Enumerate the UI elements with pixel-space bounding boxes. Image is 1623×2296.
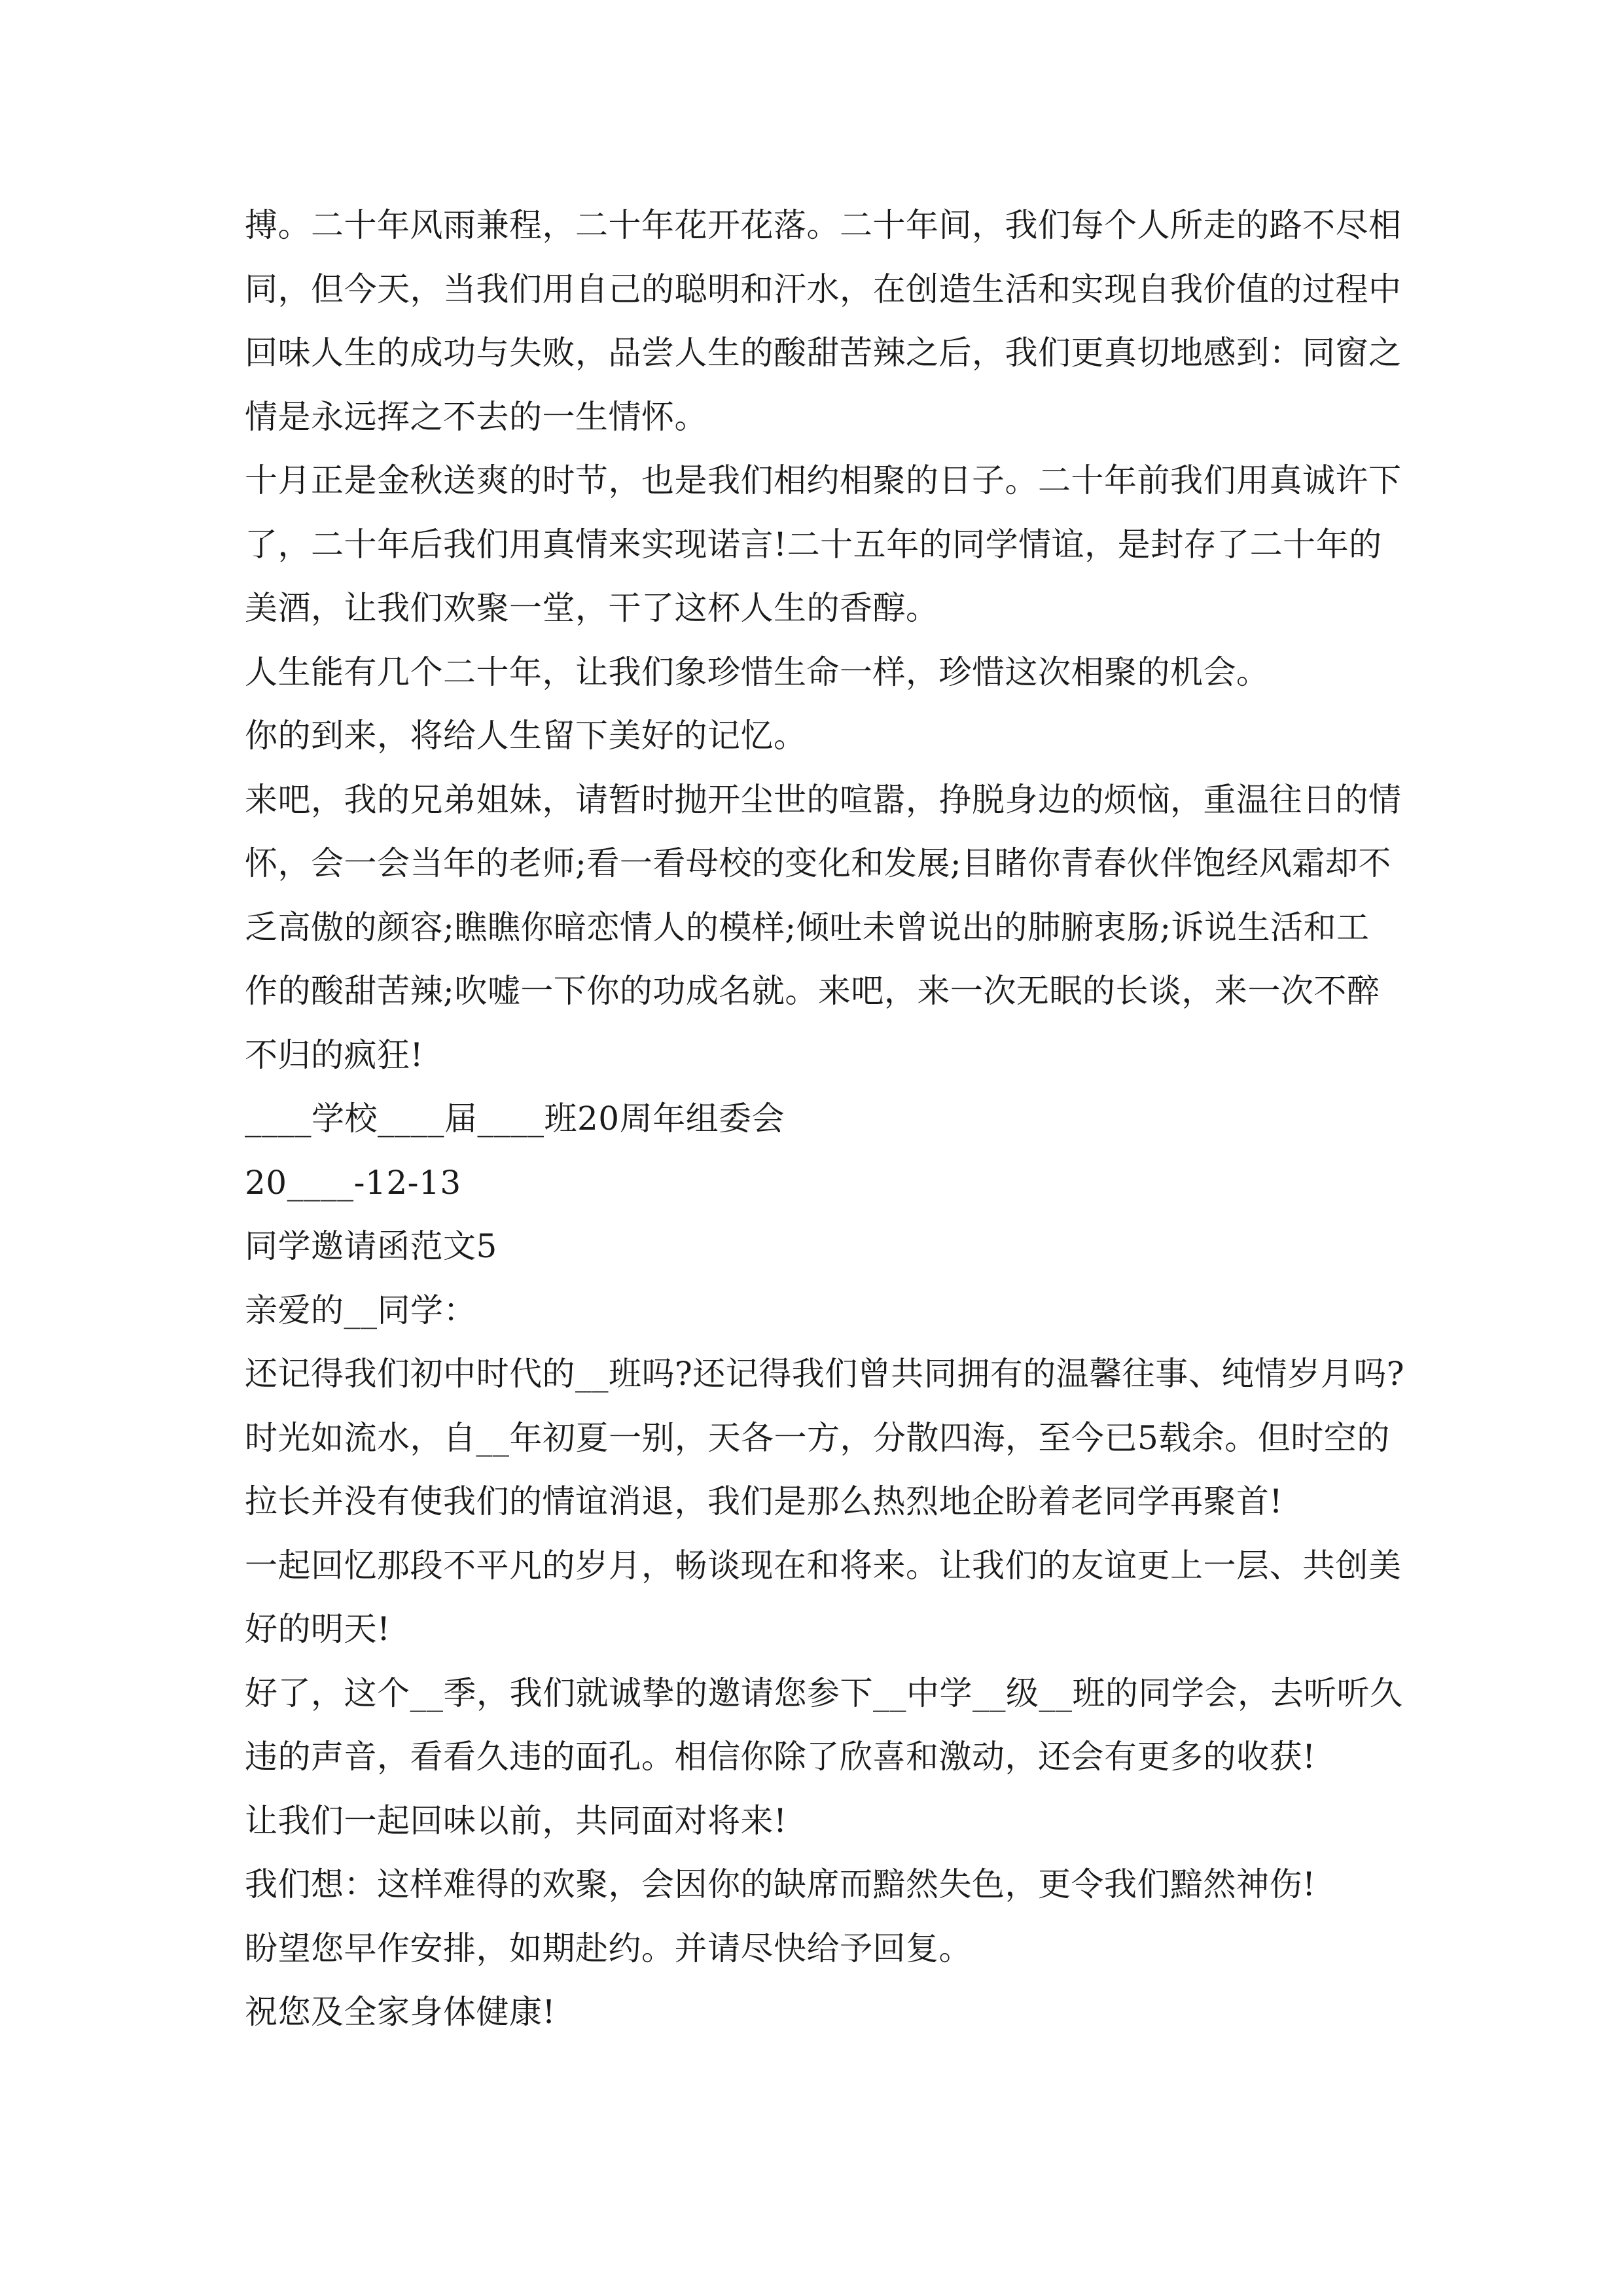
text-line: 时光如流水，自__年初夏一别，天各一方，分散四海，至今已5载余。但时空的 [245,1418,1390,1457]
text-line: 不归的疯狂! [245,1035,424,1074]
text-line: 你的到来，将给人生留下美好的记忆。 [245,717,807,755]
text-line: 拉长并没有使我们的情谊消退，我们是那么热烈地企盼着老同学再聚首! [245,1482,1283,1520]
text-line: 好了，这个__季，我们就诚挚的邀请您参下__中学__级__班的同学会，去听听久 [245,1674,1403,1712]
section-title: 同学邀请函范文5 [245,1227,497,1265]
document-body [245,194,1405,2045]
text-line: 还记得我们初中时代的__班吗?还记得我们曾共同拥有的温馨往事、纯情岁月吗? [245,1355,1405,1393]
text-line: 搏。二十年风雨兼程，二十年花开花落。二十年间，我们每个人所走的路不尽相 [245,206,1402,244]
text-line: 让我们一起回味以前，共同面对将来! [245,1801,787,1840]
text-line: 好的明天! [245,1610,391,1648]
text-line: 乏高傲的颜容;瞧瞧你暗恋情人的模样;倾吐未曾说出的肺腑衷肠;诉说生活和工 [245,908,1370,946]
text-line: 一起回忆那段不平凡的岁月，畅谈现在和将来。让我们的友谊更上一层、共创美 [245,1546,1402,1585]
text-line: 作的酸甜苦辣;吹嘘一下你的功成名就。来吧，来一次无眠的长谈，来一次不醉 [245,972,1380,1010]
text-line: 违的声音，看看久违的面孔。相信你除了欣喜和激动，还会有更多的收获! [245,1738,1316,1776]
text-line: 了，二十年后我们用真情来实现诺言!二十五年的同学情谊，是封存了二十年的 [245,525,1382,564]
text-line: 我们想：这样难得的欢聚，会因你的缺席而黯然失色，更令我们黯然神伤! [245,1865,1316,1903]
text-line: 美酒，让我们欢聚一堂，干了这杯人生的香醇。 [245,589,939,627]
text-line: 十月正是金秋送爽的时节，也是我们相约相聚的日子。二十年前我们用真诚许下 [245,461,1402,499]
signature-line: ____学校____届____班20周年组委会 [245,1100,785,1138]
closing-line: 祝您及全家身体健康! [245,1993,556,2031]
text-line: 情是永远挥之不去的一生情怀。 [245,397,707,436]
text-line: 怀，会一会当年的老师;看一看母校的变化和发展;目睹你青春伙伴饱经风霜却不 [245,844,1391,882]
text-line: 盼望您早作安排，如期赴约。并请尽快给予回复。 [245,1929,972,1967]
text-line: 人生能有几个二十年，让我们象珍惜生命一样，珍惜这次相聚的机会。 [245,653,1270,691]
text-line: 同，但今天，当我们用自己的聪明和汗水，在创造生活和实现自我价值的过程中 [245,270,1402,308]
salutation: 亲爱的__同学： [245,1291,476,1329]
text-line: 回味人生的成功与失败，品尝人生的酸甜苦辣之后，我们更真切地感到：同窗之 [245,334,1402,372]
text-line: 来吧，我的兄弟姐妹，请暂时抛开尘世的喧嚣，挣脱身边的烦恼，重温往日的情 [245,780,1402,819]
date-line: 20____-12-13 [245,1163,461,1202]
